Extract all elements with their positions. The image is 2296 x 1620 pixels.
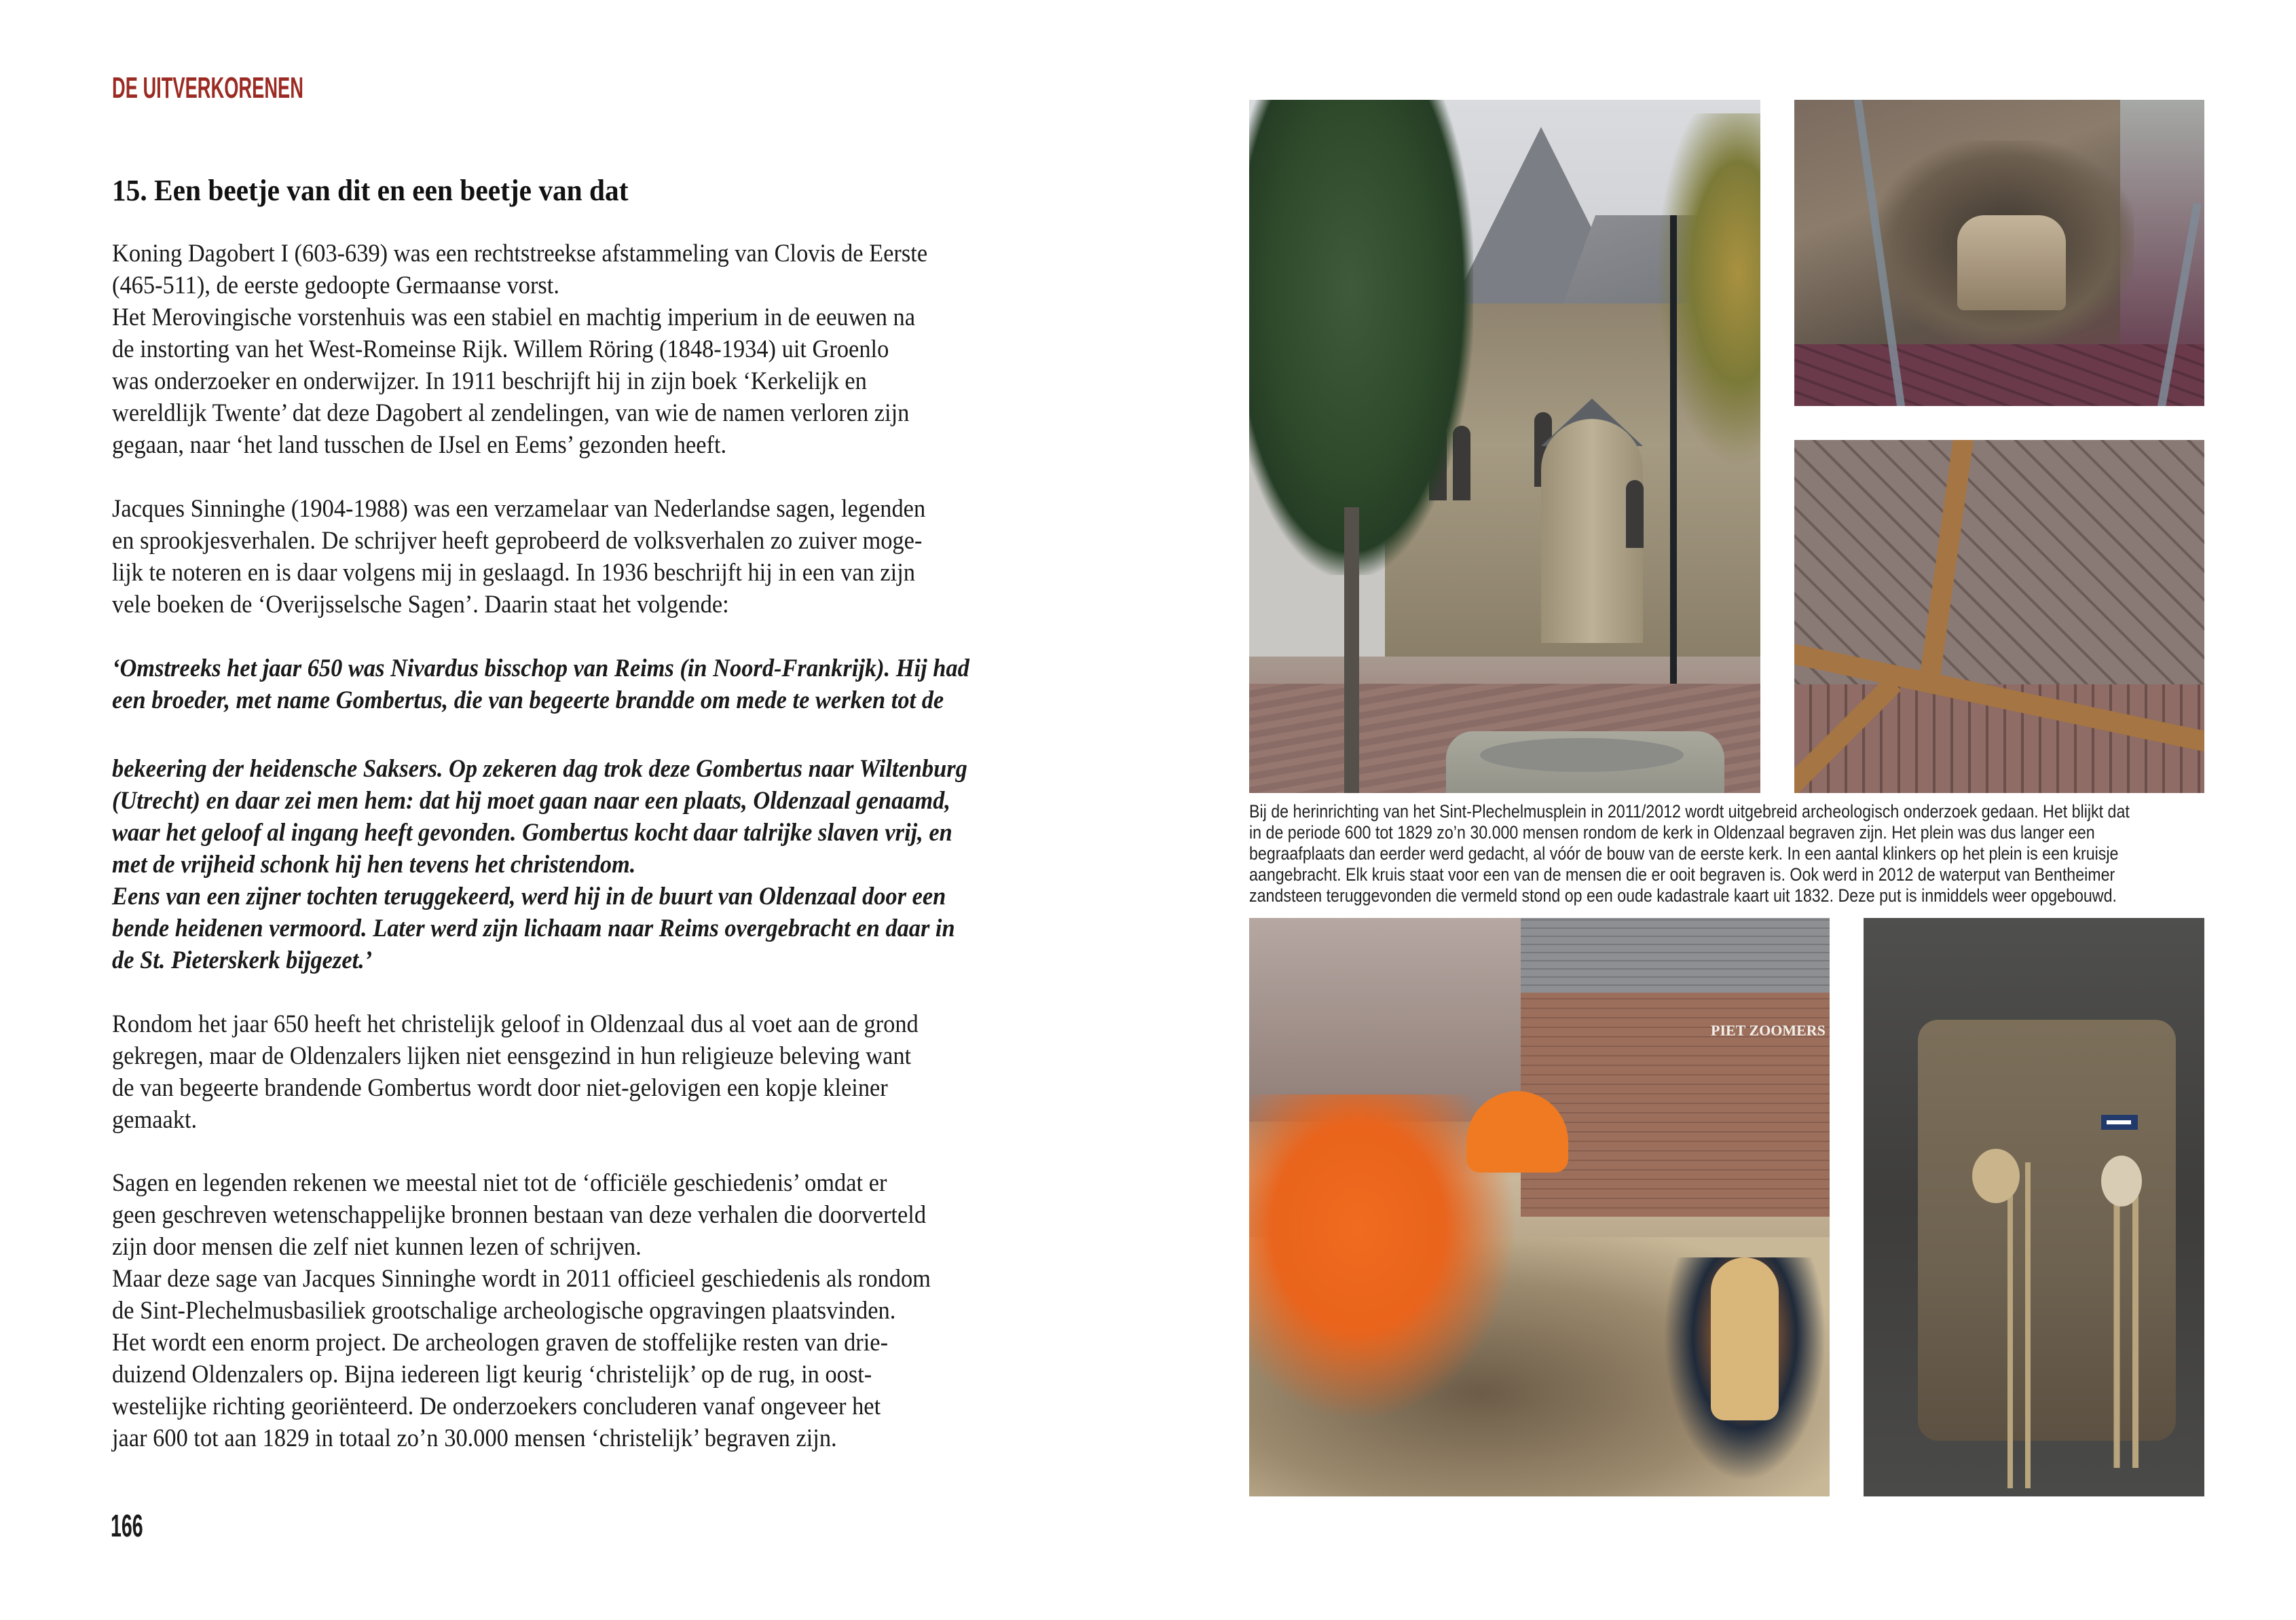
photo-paving: [1794, 344, 2204, 406]
quote-line: een broeder, met name Gombertus, die van begeerte brandde om mede te werken tot de: [112, 686, 944, 714]
caption-line: begraafplaats dan eerder werd gedacht, al vóór de bouw van de eerste kerk. In een aantal klinkers op het plein is een kruisje: [1249, 843, 2119, 864]
photo-shop-sign: PIET ZOOMERS: [1711, 1022, 1826, 1039]
text-line: geen geschreven wetenschappelijke bronnen bestaan van deze verhalen die doorverteld: [112, 1201, 927, 1229]
text-line: de Sint-Plechelmusbasiliek grootschalige archeologische opgravingen plaatsvinden.: [112, 1297, 896, 1325]
photo-skeleton: [1972, 1162, 2060, 1488]
photo-grave-skeletons: [1864, 918, 2204, 1496]
photo-rust-strip: [1919, 440, 1976, 684]
text-line: (465-511), de eerste gedoopte Germaanse vorst.: [112, 272, 559, 299]
photo-church-square-well: [1249, 100, 1760, 793]
text-line: Maar deze sage van Jacques Sinninghe wordt in 2011 officieel geschiedenis als rondom: [112, 1265, 931, 1293]
caption-line: in de periode 600 tot 1829 zo’n 30.000 mensen rondom de kerk in Oldenzaal begraven zijn. Het plein was dus langer een: [1249, 822, 2095, 843]
text-line: Sagen en legenden rekenen we meestal niet tot de ‘officiële geschiedenis’ omdat er: [112, 1169, 887, 1197]
photo-skull: [1972, 1149, 2020, 1203]
text-line: Jacques Sinninghe (1904-1988) was een verzamelaar van Nederlandse sagen, legenden: [112, 495, 926, 523]
caption-line: zandsteen teruggevonden die vermeld stond op een oude kadastrale kaart uit 1832. Deze put is inmiddels weer opgebouwd.: [1249, 885, 2117, 906]
quote-line: Eens van een zijner tochten teruggekeerd, werd hij in de buurt van Oldenzaal door een: [112, 883, 946, 910]
text-line: Het wordt een enorm project. De archeologen graven de stoffelijke resten van drie-: [112, 1329, 889, 1357]
caption-line: aangebracht. Elk kruis staat voor een van de mensen die er ooit begraven is. Ook werd in 2012 de waterput van Bentheimer: [1249, 864, 2115, 885]
photo-church-window: [1626, 480, 1644, 548]
photo-tree: [1249, 100, 1473, 575]
photo-skeleton: [2088, 1169, 2162, 1468]
text-line: Het Merovingische vorstenhuis was een stabiel en machtig imperium in de eeuwen na: [112, 303, 915, 331]
photo-lamp-pole: [1670, 215, 1677, 684]
photo-well-stone: [1957, 215, 2066, 310]
photo-excavated-well: [1794, 100, 2204, 406]
text-line: Rondom het jaar 650 heeft het christelijk geloof in Oldenzaal dus al voet aan de grond: [112, 1010, 919, 1038]
photo-tree-trunk: [1344, 507, 1359, 793]
quote-line: waar het geloof al ingang heeft gevonden. Gombertus kocht daar talrijke slaven vrij, en: [112, 819, 952, 847]
photo-cross-bricks: [1794, 440, 2204, 793]
photo-skull: [2101, 1156, 2142, 1207]
text-line: zijn door mensen die zelf niet kunnen lezen of schrijven.: [112, 1233, 642, 1261]
quote-line: de St. Pieterskerk bijgezet.’: [112, 946, 373, 974]
text-line: gekregen, maar de Oldenzalers lijken niet eensgezind in hun religieuze beleving want: [112, 1042, 912, 1070]
text-line: jaar 600 tot aan 1829 in totaal zo’n 30.000 mensen ‘christelijk’ begraven zijn.: [112, 1424, 837, 1452]
photo-archaeologists-digging: [1249, 918, 1830, 1496]
running-head: DE UITVERKORENEN: [112, 71, 303, 105]
quote-line: met de vrijheid schonk hij hen tevens het christendom.: [112, 851, 636, 879]
north-arrow-icon: [2101, 1115, 2138, 1130]
photo-well-top: [1480, 738, 1684, 772]
quote-line: ‘Omstreeks het jaar 650 was Nivardus bisschop van Reims (in Noord-Frankrijk). Hij had: [112, 655, 969, 682]
chapter-title: 15. Een beetje van dit en een beetje van dat: [112, 174, 629, 207]
quote-line: bekeering der heidensche Saksers. Op zekeren dag trok deze Gombertus naar Wiltenburg: [112, 755, 967, 783]
text-line: vele boeken de ‘Overijsselsche Sagen’. Daarin staat het volgende:: [112, 591, 729, 619]
text-line: wereldlijk Twente’ dat deze Dagobert al zendelingen, van wie de namen verloren zijn: [112, 399, 910, 427]
text-line: en sprookjesverhalen. De schrijver heeft geprobeerd de volksverhalen zo zuiver moge-: [112, 527, 923, 555]
text-line: Koning Dagobert I (603-639) was een rechtstreekse afstammeling van Clovis de Eerste: [112, 240, 928, 268]
quote-line: bende heidenen vermoord. Later werd zijn lichaam naar Reims overgebracht en daar in: [112, 915, 955, 942]
text-line: lijk te noteren en is daar volgens mij in geslaagd. In 1936 beschrijft hij in een van zijn: [112, 559, 916, 587]
text-line: gegaan, naar ‘het land tusschen de IJsel en Eems’ gezonden heeft.: [112, 431, 727, 459]
text-line: westelijke richting georiënteerd. De onderzoekers concluderen vanaf ongeveer het: [112, 1393, 881, 1420]
text-line: gemaakt.: [112, 1106, 198, 1134]
caption-line: Bij de herinrichting van het Sint-Plechelmusplein in 2011/2012 wordt uitgebreid archeologisch onderzoek gedaan. Het blijkt dat: [1249, 801, 2130, 822]
text-line: was onderzoeker en onderwijzer. In 1911 beschrijft hij in zijn boek ‘Kerkelijk en: [112, 367, 867, 395]
photo-building: [1249, 918, 1521, 1122]
text-line: de instorting van het West-Romeinse Rijk. Willem Röring (1848-1934) uit Groenlo: [112, 335, 889, 363]
photo-worker-hair: [1711, 1257, 1779, 1420]
page-number: 166: [111, 1508, 143, 1543]
text-line: duizend Oldenzalers op. Bijna iedereen ligt keurig ‘christelijk’ op de rug, in oost-: [112, 1361, 872, 1388]
text-line: de van begeerte brandende Gombertus wordt door niet-gelovigen een kopje kleiner: [112, 1074, 888, 1102]
quote-line: (Utrecht) en daar zei men hem: dat hij moet gaan naar een plaats, Oldenzaal genaamd,: [112, 787, 950, 815]
photo-roof: [1521, 918, 1830, 993]
